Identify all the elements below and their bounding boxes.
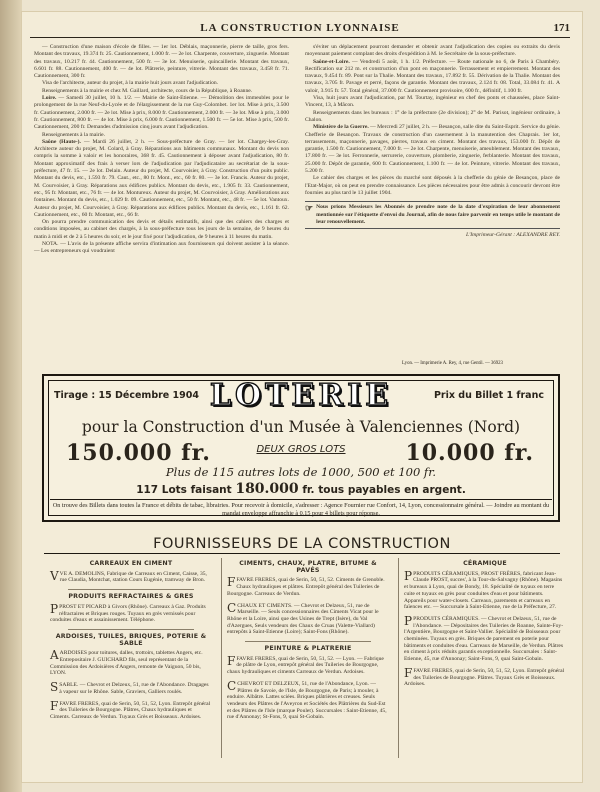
supplier-entry	[227, 678, 389, 721]
supplier-text: PRODUITS CÉRAMIQUES. — Chevrot et Delzeux, 51, rue de l'Abondance. — Dépositaires des Tuileries de Roanne, Sainte-Foy-l'Argentière, Bourgogne et Saint-Vallier. Spécialité de Boisseaux pour cheminées. Tuyaux en grès. Briques de parement en poterie pour bâtiments et conduites d'eau. Carreaux de Marseille, de Verdun. Plâtres en ciment à prix réduits garantis exceptionnelle. Succursales : Saint-Etienne, 45, rue d'Annonay; Saint-Fons, 9, quai Saint-Gobain.	[404, 615, 564, 663]
paragraph-heading: Saône (Haute-).	[42, 138, 81, 145]
supplier-entry	[50, 698, 212, 721]
supplier-text: ARDOISES pour toitures, dalles, trottoirs, tablettes Angers, etc. Entrepositaire J. GUICHARD fils, seul représentant de la Commission des Ardoisières d'Angers, remonte de Vaiguon, 50 bis, LYON.	[50, 650, 203, 677]
paragraph-text: On pourra prendre communication des devis et détails estimatifs, ainsi que des cahiers des charges et conditions imposées, au cabinet des chargés, à la sous-préfecture tous les jours de la semaine, de 9 heures du matin à midi et de 2 à 5 heures du soir, et le jour fixé pour l'adjudication, de 9 heures à 11 heures du matin.	[34, 219, 289, 240]
book-binding	[0, 0, 22, 792]
drop-cap: F	[227, 653, 236, 668]
supplier-text: VE A. DEMOLINS, Fabrique de Carreaux en Ciment, Caisse, 35, rue Claudia, Montchat, station Cours Eugénie, tramway de Bron.	[59, 570, 207, 584]
supplier-category-heading: PEINTURE & PLATRERIE	[264, 645, 352, 653]
drop-cap: P	[50, 601, 59, 616]
page-header	[30, 22, 570, 38]
lots-suffix: fr. tous payables en argent.	[302, 484, 466, 496]
left-text-column	[34, 44, 289, 256]
supplier-category-heading: ARDOISES, TUILES, BRIQUES, POTERIE & SABLE	[55, 632, 207, 647]
lottery-purpose: pour la Construction d'un Musée à Valenciennes (Nord)	[81, 418, 521, 436]
supplier-text: PRODUITS CÉRAMIQUES, PROST FRÈRES, fabricant Jean-Claude PROST, succes', à la Tour-du-Salvagny (Rhône). Magasins et bureaux à Lyon, quai de Bondy, 18. Spécialité de tuyaux en terre cuite et tuyaux en grès pour conduites d'eau et pour bâtiments. Appareils pour water-closets. Carreaux, parements et carreaux en faïences etc. — Succursale à Saint-Etienne, rue de la Préfecture, 27.	[404, 570, 563, 611]
drop-cap: F	[50, 698, 59, 713]
drop-cap: F	[404, 665, 413, 680]
drop-cap: C	[227, 678, 237, 693]
drop-cap: S	[50, 680, 59, 695]
suppliers-rule	[44, 553, 560, 554]
drop-cap: F	[227, 575, 236, 590]
drop-cap: P	[404, 568, 413, 583]
lottery-total-prizes	[44, 481, 558, 497]
lottery-ticket-price: Prix du Billet 1 franc	[433, 390, 544, 401]
supplier-category-heading: CARREAUX EN CIMENT	[89, 560, 173, 567]
column-divider	[221, 558, 222, 758]
supplier-entry	[50, 568, 212, 584]
lottery-draw-date: Tirage : 15 Décembre 1904	[54, 390, 199, 401]
subscriber-notice	[305, 201, 560, 229]
supplier-category-heading: CIMENTS, CHAUX, PLATRE, BITUME & PAVÉS	[239, 560, 377, 574]
supplier-text: PROST ET PICARD à Givors (Rhône). Carreaux à Gaz. Produits réfractaires et Briques rouges. Tuyaux en grès vernissés pour conduites d'eaux et assainissement. Téléphone.	[50, 603, 206, 624]
drop-cap: P	[404, 613, 413, 628]
printer-imprint: Lyon. — Imprimerie A. Rey, 4, rue Gentil. — 36923	[402, 361, 503, 366]
paragraph-heading: Ministère de la Guerre.	[313, 124, 369, 131]
paragraph-text: — Construction d'une maison d'école de filles. — 1er lot. Déblais, maçonnerie, pierre de taille, gros fers. Montant des travaux, 19.374 fr. 25. Cautionnement, 1.000 fr. — 2e lot. Charpente, couverture, zinguerie. Montant des travaux, 10.217 fr. 44. Cautionnement, 500 fr. — 3e lot. Menuiserie, quincaillerie. Montant des travaux, 6.601 fr. 88. Cautionnement, 400 fr. — 4e lot. Plâtrerie, peinture, vitrerie. Montant des travaux, 3.458 fr. 71. Cautionnement, 300 fr.	[34, 44, 289, 80]
paragraph-text: — Samedi 30 juillet, 10 h. 1/2. — Mairie de Saint-Etienne. — Démolition des immeubles pour le prolongement de la rue Neuf-du-Lycée et de l'élargissement de la rue Guy-Colombet. 1er lot. Mise à prix, 3.500 fr. Cautionnement, 2.000 fr. — 2e lot. Mise à prix, 8.000 fr. Cautionnement, 2.000 fr. — 3e lot. Mise à prix, 3.000 fr. Cautionnement, 800 fr. — 4e lot. Mise à prix, 6.000 fr. Cautionnement, 1.500 fr. — 5e lot. Mise à prix, 500 fr. Cautionnement, 200 fr. Demandes d'admission cinq jours avant l'adjudication.	[34, 95, 289, 131]
lottery-first-prize: 150.000 fr.	[66, 440, 211, 466]
drop-cap: A	[50, 648, 59, 663]
paragraph-text: Renseignements à la mairie.	[42, 131, 106, 138]
paragraph-text: NOTA. — L'avis de la présente affiche servira d'intimation aux fournisseurs qui doivent assister à la séance. — Les entrepreneurs qui voudraient	[34, 241, 289, 255]
column-divider	[398, 558, 399, 758]
paragraph-text: Renseignements à la mairie et chez M. Gaillard, architecte, cours de la République, à Roanne.	[42, 87, 253, 94]
article-paragraph	[34, 241, 289, 256]
supplier-entry	[404, 613, 566, 663]
supplier-text: CHAUX ET CIMENTS. — Chevrot et Delzeux, 51, rue de Marseille. — Seuls concessionnaires des Ciments Vicat pour le Rhône et la Loire, ainsi que des Usines de Trept (Isère), du Val d'Azergues, Seuls vendeurs des Chaux de Cruas (Valette-Viallard) entrepôts à Saint-Etienne (Loire); Saint-Fons (Rhône).	[227, 602, 379, 636]
article-paragraph	[34, 88, 289, 95]
lottery-other-prizes: Plus de 115 autres lots de 1000, 500 et 100 fr.	[165, 465, 437, 479]
supplier-text: FAVRE FRERES, quai de Serin, 50, 51, 52, Lyon. Entrepôt général des Tuileries de Bourgogne. Plâtres. Tuyaux Grès et Boisseaux. Ardoises.	[404, 667, 565, 688]
article-paragraph	[305, 44, 560, 59]
supplier-text: FAVRE FRERES, quai de Serin, 50, 51, 52, Lyon. Entrepôt général des Tuileries de Bourgogne. Plâtres, Chaux hydrauliques et Ciments. Carreaux de Verdun. Tuyaux Grès et Boisseaux. Ardoises.	[50, 700, 211, 720]
suppliers-column-1	[50, 558, 212, 726]
article-paragraph	[305, 110, 560, 125]
drop-cap: C	[227, 600, 237, 615]
supplier-entry	[227, 653, 389, 676]
section-separator	[68, 589, 194, 590]
supplier-entry	[404, 568, 566, 611]
lottery-footer: On trouve des Billets dans toutes la France et débits de tabac, librairies. Pour recevoir à domicile, s'adresser : Agence Fournier rue Confort, 14, Lyon, concessionnaire général. — Joindre au montant du mandat enveloppe affranchie à 0,15 pour 4 billets pour réponse.	[50, 499, 552, 517]
journal-title: LA CONSTRUCTION LYONNAISE	[200, 22, 400, 34]
supplier-text: CHEVROT ET DELZEUX, 51, rue de l'Abondance, Lyon. — Plâtres de Savoie, de l'Isle, de Bourgogne, de Paris; à mouler, à enduire. Albâtre. Lattes sciées. Briques plâtrières et creuses. Seuls vendeurs des Plâtres de l'Aveyron et Sociétés des Plâtrières du Sud-Est et des Plâtres de l'Isle (marque Poulet). Succursales : Saint-Etienne, 45, rue d'Annonay; St-Fons, 9, quai St-Gobain.	[227, 680, 387, 721]
article-paragraph	[305, 124, 560, 175]
supplier-category-heading: PRODUITS REFRACTAIRES & GRES	[68, 593, 194, 601]
supplier-text: FAVRE FRERES, quai de Serin, 50, 51, 52. — Lyon. — Fabrique de plâtre de Lyon, entrepôt général des Tuileries de Bourgogne, chaux hydrauliques et ciments Carreaux de Verdun. Ardoises.	[227, 655, 384, 676]
lots-prefix: 117 Lots faisant	[136, 484, 232, 496]
lottery-title: LOTERIE	[209, 378, 393, 413]
lottery-two-big-prizes: DEUX GROS LOTS	[256, 444, 346, 455]
article-paragraph	[305, 95, 560, 110]
paragraph-text: Renseignements dans les bureaux : 1° de la préfecture (2e division); 2° de M. Parisot, ingénieur ordinaire, à Chalon.	[305, 109, 560, 123]
notice-text: Nous prions Messieurs les Abonnés de prendre note de la date d'expiration de leur abonnement mentionnée sur l'étiquette d'envoi du Journal, afin de nous faire parvenir en temps utile le montant de leur renouvellement.	[316, 204, 560, 225]
paragraph-text: — Mercredi 27 juillet, 2 h. — Besançon, salle dite du Saint-Esprit. Service du génie. Chefferie de Besançon. Travaux de construction d'un casernement à la manutention des Chaprais. 1er lot, terrassements, maçonnerie, pavages, pierres, travaux en ciment. Montant des travaux, 153.000 fr. Dépôt de garantie, 1.500 fr. Cautionnement, 7.000 fr. — 2e lot. Charpente, menuiserie, ameublement. Montant des travaux, 17.800 fr. — 3e lot. Ferronnerie, serrurerie, couverture, plomberie, zinguerie, ferblanterie. Montant des travaux, 25.000 fr. Dépôt de garantie, 600 fr. Cautionnement, 1.100 fr. — 4e lot. Peinture, vitrerie. Montant des travaux, 5.200 fr.	[305, 124, 560, 175]
paragraph-text: — Vendredi 5 août, 1 h. 1/2. Préfecture. — Route nationale no 6, de Paris à Chambéry. Rectification sur 212 m. et construction d'un pont en maçonnerie. Terrassement et empierrement. Montant des travaux, 9.454 fr. 89. Pont sur la Thalie. Montant des travaux, 17.892 fr. 55. Dérivation de la Thalie. Montant des travaux, 3.705 fr. Pavage et perré, façons de garantie. Montant des travaux, 2.124 fr. 08. Total, 33.084 fr. 41. A valoir, 3.915 fr. 57. Total général, 37.000 fr. Cautionnement provisoire, 600 fr., définitif, 1.100 fr.	[305, 58, 560, 94]
supplier-entry	[227, 600, 389, 637]
suppliers-column-3	[404, 558, 566, 693]
paragraph-text: — Mardi 26 juillet, 2 h. — Sous-préfecture de Gray. — 1er lot. Chargey-les-Gray. Architecte auteur du projet, M. Colard, à Gray. Réparations aux bâtiments communaux. Montant du devis non compris la somme à valoir et les honoraires, 368 fr. 45. Cautionnement à déposer avant l'adjudication, 80 fr. Montant approximatif des frais à verser lors de l'adjudication par l'adjudicataire au secrétariat de la sous-préfecture, 47 fr. 15. — 2e lot. Delain. Auteur du projet, M. Courvoisier, à Gray. Construction d'un puits public. Montant du devis, etc., 1.593 fr. 79. Caut., etc., 80 fr. Mont., etc., 60 fr. 80. — 3e lot. Francis. Auteur du projet, M. Courvoisier, à Gray. Réparations aux édifices publics. Montant du devis, etc., 1.905 fr. 33. Cautionnement, etc., 95 fr. Montant, etc., 76 fr. — 4e lot. Montureux. Auteur du projet, M. Courvoisier, à Gray. Améliorations aux fontaines. Montant du devis, etc., 1.029 fr. 09. Cautionnement, etc., 50 fr. Montant, etc., 48 fr. — 5e lot. Vantoux. Auteur du projet, M. Courvoisier, à Gray. Réparations aux édifices publics. Montant du devis, etc., 1.161 fr. 62. Cautionnement, etc., 60 fr. Montant, etc., 66 fr.	[34, 138, 289, 218]
printer-manager-signature: L'Imprimeur-Gérant : ALEXANDRE REY.	[465, 232, 560, 239]
pointing-hand-icon: ☞	[305, 203, 314, 214]
newspaper-page	[22, 12, 582, 782]
section-separator	[68, 629, 194, 630]
section-separator	[245, 641, 371, 642]
paragraph-text: Le cahier des charges et les pièces du marché sont déposés à la chefferie du génie de Besançon, place de l'Etat-Major, où on peut en prendre connaissance. Les pièces nécessaires pour être admis à concourir devront être fournies au plus tard le 13 juillet 1904.	[305, 175, 560, 196]
lottery-second-prize: 10.000 fr.	[405, 440, 534, 466]
paragraph-text: s'éviter un déplacement pourront demander et obtenir avant l'adjudication des copies ou extraits du devis moyennant paiement complant des droits d'expédition à M. le Secrétaire de la sous-préfecture.	[305, 44, 560, 58]
paragraph-heading: Saône-et-Loire.	[313, 58, 350, 65]
lots-total: 180.000	[235, 481, 299, 497]
supplier-entry	[404, 665, 566, 688]
article-paragraph	[34, 139, 289, 219]
article-paragraph	[34, 132, 289, 139]
lottery-advertisement	[42, 374, 560, 522]
article-paragraph	[34, 95, 289, 131]
suppliers-heading: FOURNISSEURS DE LA CONSTRUCTION	[153, 536, 451, 552]
article-paragraph	[34, 80, 289, 87]
supplier-entry	[50, 682, 212, 695]
paragraph-text: Visa, huit jours avant l'adjudication, par M. Tourtay, ingénieur en chef des ponts et chaussées, place Saint-Vincent, 13, à Mâcon.	[305, 95, 560, 109]
article-paragraph	[305, 59, 560, 95]
article-paragraph	[305, 175, 560, 197]
paragraph-text: Visa de l'architecte, auteur du projet, à la mairie huit jours avant l'adjudication.	[42, 80, 219, 87]
paragraph-heading: Loire.	[42, 95, 57, 102]
drop-cap: V	[50, 568, 59, 583]
article-paragraph	[34, 44, 289, 80]
article-paragraph	[34, 219, 289, 241]
right-text-column	[305, 44, 560, 239]
supplier-text: FAVRE FRERES, quai de Serin, 50, 51, 52. Ciments de Grenoble. Chaux hydrauliques et plâtres. Entrepôt général des Tuileries de Bourgogne. Carreaux de Verdun.	[227, 577, 385, 597]
supplier-entry	[50, 601, 212, 624]
supplier-entry	[50, 650, 212, 677]
page-number: 171	[553, 22, 570, 34]
supplier-text: SABLE. — Chevrot et Delzeux, 51, rue de l'Abondance. Dragages à vapeur sur le Rhône. Sable, Graviers, Galliers roulés.	[59, 682, 209, 695]
suppliers-column-2	[227, 558, 389, 726]
supplier-category-heading: CÉRAMIQUE	[463, 560, 507, 567]
supplier-entry	[227, 577, 389, 597]
